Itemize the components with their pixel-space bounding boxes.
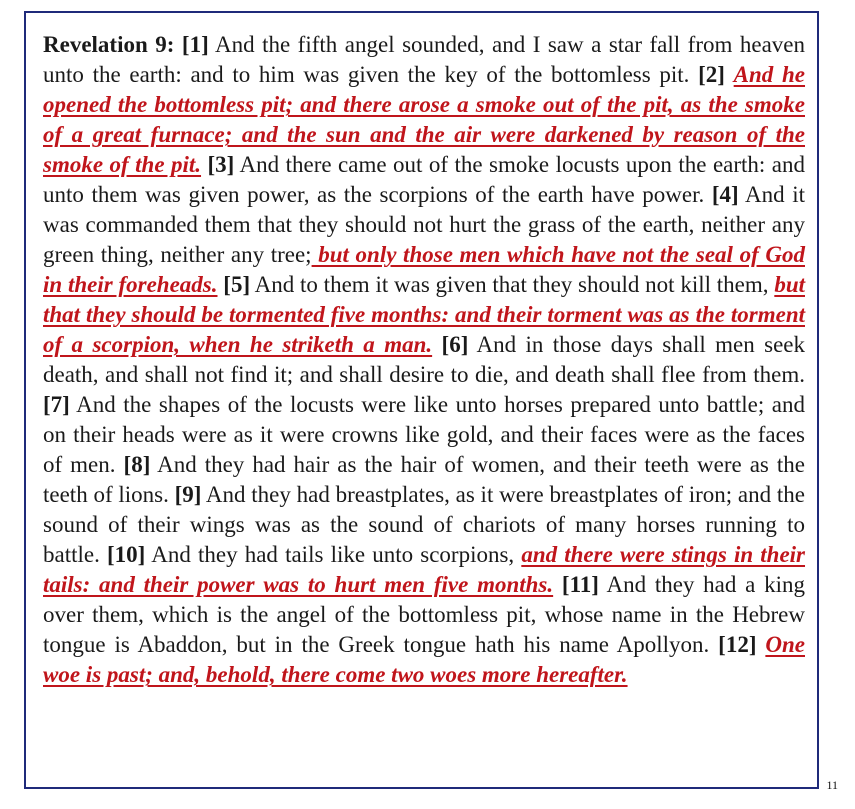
highlighted-verse-text: And he opened the bottomless pit; and there arose a smoke out of the pit, as the smoke of a great furnace; and the sun and the air were darkened by reason of the smoke of the pit.	[43, 62, 806, 177]
chapter-reference: Revelation 9:	[43, 32, 175, 57]
verse-text: And it was commanded them that they should not hurt the grass of the earth, neither any green thing, neither any tree;	[43, 182, 805, 267]
verse-number-7: [7]	[43, 392, 70, 417]
verse-number-11: [11]	[561, 572, 599, 597]
scripture-frame	[24, 11, 819, 789]
highlighted-verse-text: but that they should be tormented five months: and their torment was as the torment of a scorpion, when he striketh a man.	[43, 272, 805, 357]
verse-number-4: [4]	[711, 182, 739, 207]
segment-4	[725, 62, 734, 87]
segment-16	[432, 332, 441, 357]
verse-text: And in those days shall men seek death, and shall not find it; and shall desire to die, and death shall flee from them.	[43, 332, 805, 387]
verse-text: And they had hair as the hair of women, and their teeth were as the teeth of lions.	[43, 452, 805, 507]
verse-text: And they had a king over them, which is the angel of the bottomless pit, whose name in the Hebrew tongue is Abaddon, but in the Greek tongue hath his name Apollyon.	[43, 572, 805, 657]
highlighted-verse-text: and there were stings in their tails: and their power was to hurt men five months.	[43, 542, 806, 597]
highlighted-verse-text: but only those men which have not the seal of God in their foreheads.	[43, 242, 805, 297]
highlighted-verse-text: One woe is past; and, behold, there come two woes more hereafter.	[43, 632, 805, 687]
verse-number-5: [5]	[223, 272, 251, 297]
verse-number-8: [8]	[123, 452, 151, 477]
verse-text: And the fifth angel sounded, and I saw a star fall from heaven unto the earth: and to him was given the key of the bottomless pit.	[43, 32, 805, 87]
segment-0	[174, 32, 182, 57]
verse-number-2: [2]	[698, 62, 725, 87]
verse-number-12: [12]	[718, 632, 757, 657]
segment-28	[553, 572, 562, 597]
verse-number-6: [6]	[441, 332, 469, 357]
scripture-passage	[43, 30, 805, 690]
verse-text: And the shapes of the locusts were like unto horses prepared unto battle; and on their heads were as it were crowns like gold, and their faces were as the faces of men.	[43, 392, 805, 477]
verse-text: And they had tails like unto scorpions,	[145, 542, 522, 567]
verse-number-10: [10]	[107, 542, 146, 567]
verse-text: And they had breastplates, as it were breastplates of iron; and the sound of their wings was as the sound of chariots of many horses running to battle.	[43, 482, 805, 567]
verse-text: And there came out of the smoke locusts upon the earth: and unto them was given power, as the scorpions of the earth have power.	[43, 152, 805, 207]
verse-number-3: [3]	[207, 152, 235, 177]
verse-number-9: [9]	[174, 482, 202, 507]
verse-text: And to them it was given that they should not kill them,	[250, 272, 775, 297]
page-number: 11	[826, 778, 838, 792]
verse-number-1: [1]	[181, 32, 209, 57]
